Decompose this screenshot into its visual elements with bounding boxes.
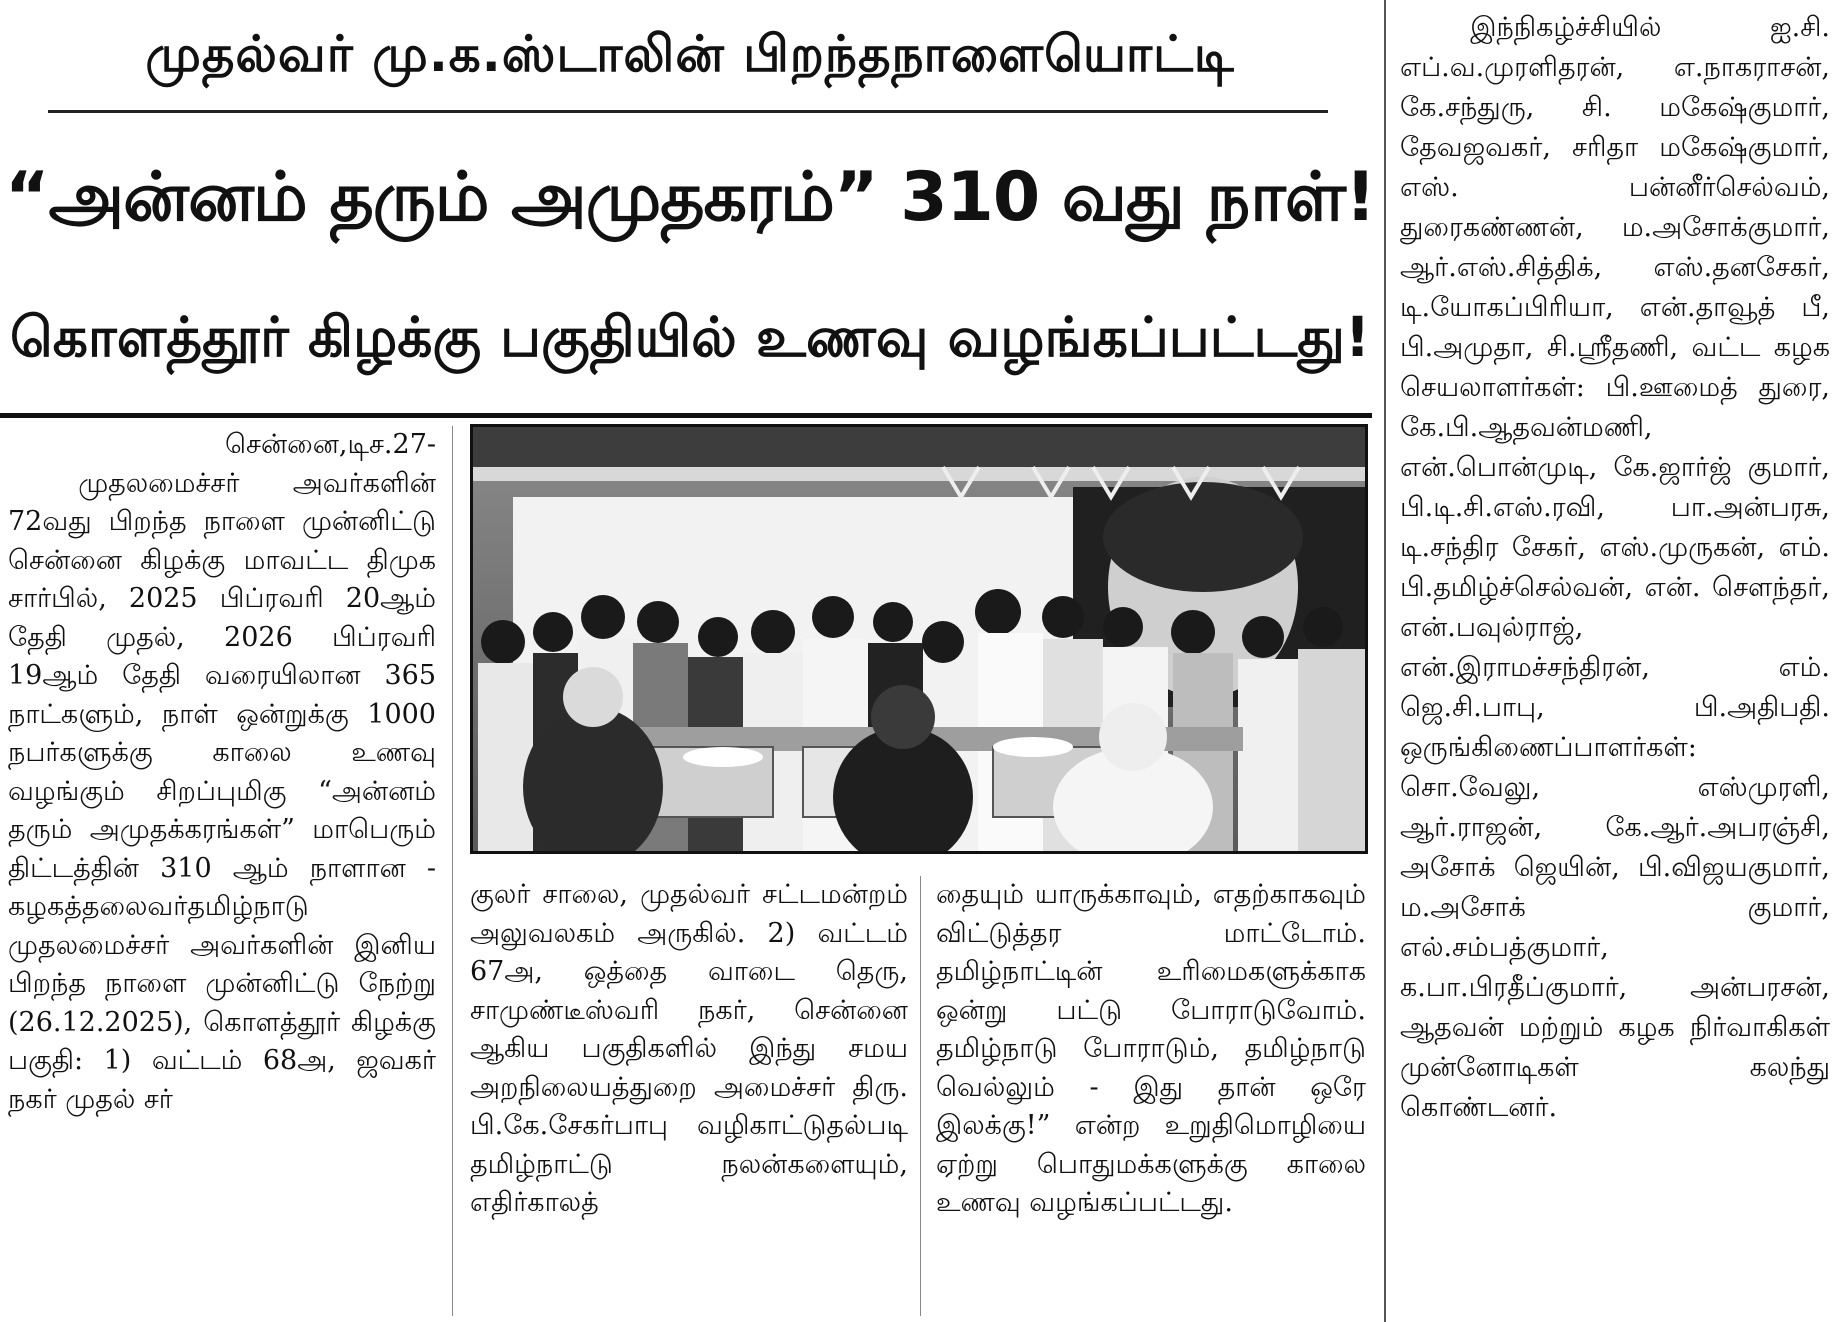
article-text-col3: தையும் யாருக்காவும், எதற்காகவும் விட்டுத்தர மாட்டோம். தமிழ்நாட்டின் உரிமைகளுக்காக ஒன்று பட்டு போராடுவோம். தமிழ்நாடு போராடும், தமிழ்நாடு வெல்லும் - இது தான் ஒரே இலக்கு!” என்ற உறுதிமொழியை ஏற்று பொதுமக்களுக்கு காலை உணவு வழங்கப்பட்டது. bbox=[936, 879, 1366, 1218]
article-column-2 bbox=[470, 876, 908, 1316]
photo-illustration bbox=[473, 427, 1365, 851]
article-column-1 bbox=[8, 426, 436, 1316]
right-column-divider bbox=[1384, 0, 1386, 1322]
kicker-rule bbox=[48, 110, 1328, 113]
column-divider bbox=[920, 876, 921, 1316]
article-column-4 bbox=[1400, 8, 1830, 1318]
event-photo bbox=[470, 424, 1368, 854]
article-column-3 bbox=[936, 876, 1366, 1316]
dateline: சென்னை,டிச.27- bbox=[225, 429, 436, 460]
article-text-col2: குலர் சாலை, முதல்வர் சட்டமன்றம் அலுவலகம் அருகில். 2) வட்டம் 67அ, ஒத்தை வாடை தெரு, சாமுண்டீஸ்வரி நகர், சென்னை ஆகிய பகுதிகளில் இந்து சமய அறநிலையத்துறை அமைச்சர் திரு. பி.கே.சேகர்பாபு வழிகாட்டுதல்படி தமிழ்நாட்டு நலன்களையும், எதிர்காலத் bbox=[470, 879, 908, 1218]
article-text-col4: இந்நிகழ்ச்சியில் ஐ.சி. எப்.வ.முரளிதரன், எ.நாகராசன், கே.சந்துரு, சி. மகேஷ்குமார், தேவஜவகர், சரிதா மகேஷ்குமார், எஸ். பன்னீர்செல்வம், துரைகண்ணன், ம.அசோக்குமார், ஆர்.எஸ்.சித்திக், எஸ்.தனசேகர், டி.யோகப்பிரியா, என்.தாவூத் பீ, பி.அமுதா, சி.ஸ்ரீதணி, வட்ட கழக செயலாளர்கள்: பி.ஊமைத் துரை, கே.பி.ஆதவன்மணி, என்.பொன்முடி, கே.ஜார்ஜ் குமார், பி.டி.சி.எஸ்.ரவி, பா.அன்பரசு, டி.சந்திர சேகர், எஸ்.முருகன், எம். பி.தமிழ்ச்செல்வன், என். சௌந்தர், என்.பவுல்ராஜ், என்.இராமச்சந்திரன், எம். ஜெ.சி.பாபு, பி.அதிபதி. ஒருங்கிணைப்பாளர்கள்: சொ.வேலு, எஸ்முரளி, ஆர்.ராஜன், கே.ஆர்.அபரஞ்சி, அசோக் ஜெயின், பி.விஜயகுமார், ம.அசோக் குமார், எல்.சம்பத்குமார், க.பா.பிரதீப்குமார், அன்பரசன், ஆதவன் மற்றும் கழக நிர்வாகிகள் முன்னோடிகள் கலந்து கொண்டனர். bbox=[1400, 12, 1830, 1123]
main-headline: “அன்னம் தரும் அமுதகரம்” 310 வது நாள்! bbox=[4, 158, 1376, 237]
article-text-col1: முதலமைச்சர் அவர்களின் 72வது பிறந்த நாளை முன்னிட்டு சென்னை கிழக்கு மாவட்ட திமுக சார்பில், 2025 பிப்ரவரி 20ஆம் தேதி முதல், 2026 பிப்ரவரி 19ஆம் தேதி வரையிலான 365 நாட்களும், நாள் ஒன்றுக்கு 1000 நபர்களுக்கு காலை உணவு வழங்கும் சிறப்புமிகு “அன்னம் தரும் அமுதக்கரங்கள்” மாபெரும் திட்டத்தின் 310 ஆம் நாளான - கழகத்தலைவர்தமிழ்நாடு முதலமைச்சர் அவர்களின் இனிய பிறந்த நாளை முன்னிட்டு நேற்று (26.12.2025), கொளத்தூர் கிழக்கு பகுதி: 1) வட்டம் 68அ, ஜவகர் நகர் முதல் சர் bbox=[8, 467, 436, 1115]
sub-headline: கொளத்தூர் கிழக்கு பகுதியில் உணவு வழங்கப்பட்டது! bbox=[9, 305, 1371, 369]
headline-rule bbox=[0, 413, 1372, 418]
kicker-headline: முதல்வர் மு.க.ஸ்டாலின் பிறந்தநாளையொட்டி bbox=[145, 25, 1235, 83]
column-divider bbox=[452, 426, 453, 1316]
